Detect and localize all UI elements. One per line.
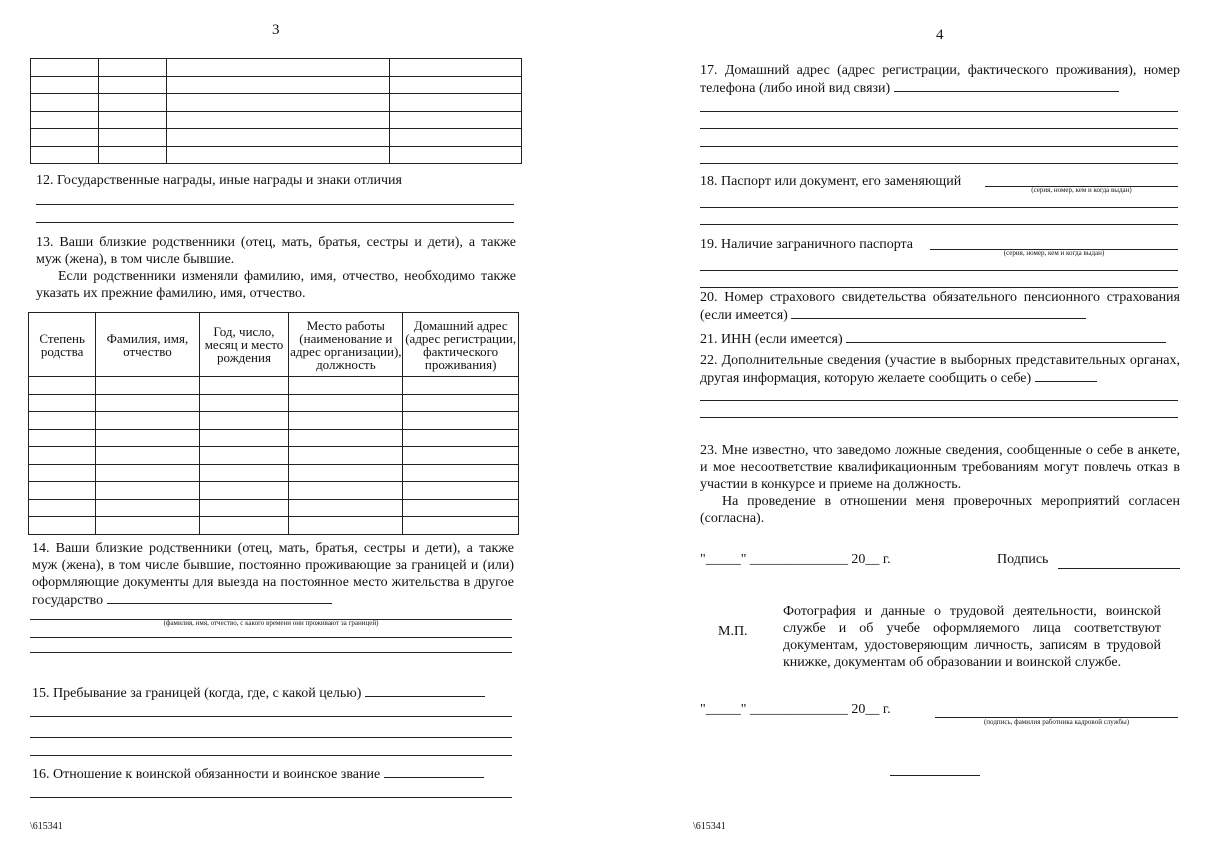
table-cell[interactable]: [390, 111, 522, 129]
answer-line[interactable]: [700, 111, 1178, 112]
table-cell[interactable]: [31, 59, 99, 77]
table-cell[interactable]: [96, 429, 199, 447]
table-cell[interactable]: [96, 377, 199, 395]
answer-line[interactable]: [700, 417, 1178, 418]
form-code-right: \615341: [693, 821, 726, 832]
answer-line[interactable]: [384, 765, 484, 778]
item-23-text: [700, 442, 1180, 527]
answer-line[interactable]: [700, 163, 1178, 164]
column-header: Степень родства: [29, 313, 96, 377]
table-header-row: [29, 313, 519, 377]
table-row: [31, 76, 522, 94]
item-13-p2: Если родственники изменяли фамилию, имя, отчество, необходимо также указать их прежние фамилию, имя, отчество.: [36, 269, 516, 301]
relatives-table: [28, 312, 519, 535]
table-cell[interactable]: [96, 517, 199, 535]
table-cell[interactable]: [29, 447, 96, 465]
table-cell[interactable]: [289, 482, 403, 500]
table-cell[interactable]: [403, 517, 519, 535]
item-18-label: 18. Паспорт или документ, его заменяющий: [700, 174, 962, 189]
table-cell[interactable]: [390, 76, 522, 94]
table-cell[interactable]: [289, 499, 403, 517]
table-cell[interactable]: [166, 59, 390, 77]
table-row: [29, 499, 519, 517]
table-cell[interactable]: [390, 94, 522, 112]
answer-line[interactable]: [30, 637, 512, 638]
table-cell[interactable]: [390, 146, 522, 164]
table-cell[interactable]: [199, 394, 289, 412]
column-header: Фамилия, имя, отчество: [96, 313, 199, 377]
answer-line[interactable]: [894, 79, 1119, 92]
table-cell[interactable]: [96, 464, 199, 482]
item-19-caption: (серия, номер, кем и когда выдан): [1003, 249, 1105, 257]
answer-line[interactable]: [36, 222, 514, 223]
item-22-text: 22. Дополнительные сведения (участие в выборных представительных органах, другая информация, которую желаете сообщить о себе): [700, 353, 1180, 386]
answer-line[interactable]: [365, 684, 485, 697]
table-cell[interactable]: [289, 447, 403, 465]
table-cell[interactable]: [29, 517, 96, 535]
item-14-caption: (фамилия, имя, отчество, с какого времени они проживают за границей): [163, 619, 379, 627]
page-number-right: 4: [936, 27, 944, 43]
table-cell[interactable]: [166, 111, 390, 129]
table-cell[interactable]: [199, 499, 289, 517]
separator-line: [890, 775, 980, 776]
item-21-label: [700, 330, 1180, 348]
item-19-label: 19. Наличие заграничного паспорта: [700, 237, 914, 252]
item-23-p2: На проведение в отношении меня проверочных мероприятий согласен (согласна).: [700, 494, 1180, 526]
table-row: [29, 412, 519, 430]
table-cell[interactable]: [99, 59, 166, 77]
table-cell[interactable]: [403, 447, 519, 465]
table-cell[interactable]: [289, 377, 403, 395]
item-15-label: [32, 684, 514, 702]
date-field-applicant[interactable]: "_____" ______________ 20__ г.: [700, 552, 891, 567]
item-12-label: 12. Государственные награды, иные награды и знаки отличия: [36, 173, 402, 188]
item-13-p1: 13. Ваши близкие родственники (отец, мать, братья, сестры и дети), а также муж (жена), в том числе бывшие.: [36, 235, 516, 267]
answer-line[interactable]: [846, 330, 1166, 343]
table-cell[interactable]: [166, 146, 390, 164]
table-row: [31, 59, 522, 77]
table-cell[interactable]: [99, 146, 166, 164]
answer-line[interactable]: [700, 128, 1178, 129]
table-cell[interactable]: [96, 394, 199, 412]
table-cell[interactable]: [403, 394, 519, 412]
table-cell[interactable]: [96, 499, 199, 517]
column-header: Место работы (наименование и адрес организации), должность: [289, 313, 403, 377]
table-cell[interactable]: [403, 412, 519, 430]
item-14-label: [32, 540, 514, 609]
table-cell[interactable]: [96, 447, 199, 465]
table-cell[interactable]: [199, 377, 289, 395]
table-cell[interactable]: [166, 76, 390, 94]
table-row: [29, 482, 519, 500]
table-cell[interactable]: [199, 517, 289, 535]
answer-line[interactable]: [700, 207, 1178, 208]
table-cell[interactable]: [403, 482, 519, 500]
table-cell[interactable]: [99, 94, 166, 112]
item-20-label: [700, 289, 1180, 324]
table-cell[interactable]: [390, 129, 522, 147]
continued-table: [30, 58, 522, 164]
item-20-text: 20. Номер страхового свидетельства обязательного пенсионного страхования (если имеется): [700, 290, 1180, 323]
date-field-hr[interactable]: "_____" ______________ 20__ г.: [700, 702, 891, 717]
table-cell[interactable]: [289, 394, 403, 412]
hr-statement: Фотография и данные о трудовой деятельности, воинской службе и об учебе оформляемого лица соответствуют документам, удостоверяющим личность, записям в трудовой книжке, документам об образовании и воинской службе.: [783, 604, 1161, 670]
answer-line[interactable]: [700, 400, 1178, 401]
table-cell[interactable]: [31, 129, 99, 147]
table-cell[interactable]: [99, 129, 166, 147]
item-23-p1: 23. Мне известно, что заведомо ложные сведения, сообщенные о себе в анкете, и мое несоответствие квалификационным требованиям могут повлечь отказ в участии в конкурсе и приеме на должность.: [700, 443, 1180, 492]
item-16-text: 16. Отношение к воинской обязанности и воинское звание: [32, 767, 381, 782]
column-header: Домашний адрес (адрес регистрации, фактического проживания): [403, 313, 519, 377]
table-cell[interactable]: [29, 464, 96, 482]
table-cell[interactable]: [29, 482, 96, 500]
table-cell[interactable]: [96, 482, 199, 500]
table-cell[interactable]: [403, 377, 519, 395]
table-row: [31, 94, 522, 112]
table-cell[interactable]: [29, 412, 96, 430]
table-cell[interactable]: [390, 59, 522, 77]
item-22-label: [700, 352, 1180, 387]
answer-line[interactable]: [700, 146, 1178, 147]
answer-line[interactable]: [700, 287, 1178, 288]
signature-label: Подпись: [997, 552, 1049, 567]
table-cell[interactable]: [199, 447, 289, 465]
table-cell[interactable]: [31, 111, 99, 129]
item-17-text: 17. Домашний адрес (адрес регистрации, фактического проживания), номер телефона (либо иной вид связи): [700, 63, 1180, 96]
table-cell[interactable]: [31, 94, 99, 112]
stamp-label: М.П.: [718, 624, 748, 639]
table-row: [31, 111, 522, 129]
answer-line[interactable]: [30, 652, 512, 653]
table-cell[interactable]: [289, 429, 403, 447]
table-cell[interactable]: [199, 482, 289, 500]
table-cell[interactable]: [199, 429, 289, 447]
answer-line[interactable]: [700, 270, 1178, 271]
table-cell[interactable]: [403, 429, 519, 447]
item-13-text: [36, 234, 516, 302]
table-cell[interactable]: [29, 499, 96, 517]
answer-line[interactable]: [30, 716, 512, 717]
table-row: [29, 447, 519, 465]
table-row: [29, 394, 519, 412]
table-cell[interactable]: [199, 412, 289, 430]
item-17-label: [700, 62, 1180, 97]
table-cell[interactable]: [29, 377, 96, 395]
table-cell[interactable]: [289, 412, 403, 430]
item-16-label: [32, 765, 514, 783]
item-21-text: 21. ИНН (если имеется): [700, 332, 843, 347]
table-cell[interactable]: [166, 129, 390, 147]
table-cell[interactable]: [199, 464, 289, 482]
item-18-caption: (серия, номер, кем и когда выдан): [1031, 186, 1132, 194]
table-row: [29, 429, 519, 447]
table-cell[interactable]: [96, 412, 199, 430]
table-row: [31, 146, 522, 164]
answer-line[interactable]: [30, 737, 512, 738]
answer-line[interactable]: [30, 755, 512, 756]
column-header: Год, число, месяц и место рождения: [199, 313, 289, 377]
table-cell[interactable]: [289, 517, 403, 535]
page-number-left: 3: [272, 22, 280, 38]
table-cell[interactable]: [289, 464, 403, 482]
table-cell[interactable]: [31, 76, 99, 94]
table-cell[interactable]: [99, 76, 166, 94]
table-cell[interactable]: [99, 111, 166, 129]
table-row: [29, 377, 519, 395]
table-row: [29, 464, 519, 482]
table-cell[interactable]: [403, 499, 519, 517]
table-cell[interactable]: [403, 464, 519, 482]
table-cell[interactable]: [31, 146, 99, 164]
signature-line[interactable]: [1058, 568, 1180, 569]
table-cell[interactable]: [29, 429, 96, 447]
answer-line[interactable]: [36, 204, 514, 205]
answer-line[interactable]: [1035, 369, 1097, 382]
item-15-text: 15. Пребывание за границей (когда, где, с какой целью): [32, 686, 362, 701]
answer-line[interactable]: [107, 591, 332, 604]
item-14-text: 14. Ваши близкие родственники (отец, мать, братья, сестры и дети), а также муж (жена), в том числе бывшие, постоянно проживающие за границей и (или) оформляющие документы для выезда на постоянное место жительства в другое государство: [32, 541, 514, 608]
table-cell[interactable]: [166, 94, 390, 112]
form-code-left: \615341: [30, 821, 63, 832]
hr-signature-caption: (подпись, фамилия работника кадровой службы): [983, 718, 1130, 726]
answer-line[interactable]: [791, 306, 1086, 319]
answer-line[interactable]: [30, 797, 512, 798]
table-row: [29, 517, 519, 535]
table-cell[interactable]: [29, 394, 96, 412]
table-row: [31, 129, 522, 147]
answer-line[interactable]: [700, 224, 1178, 225]
